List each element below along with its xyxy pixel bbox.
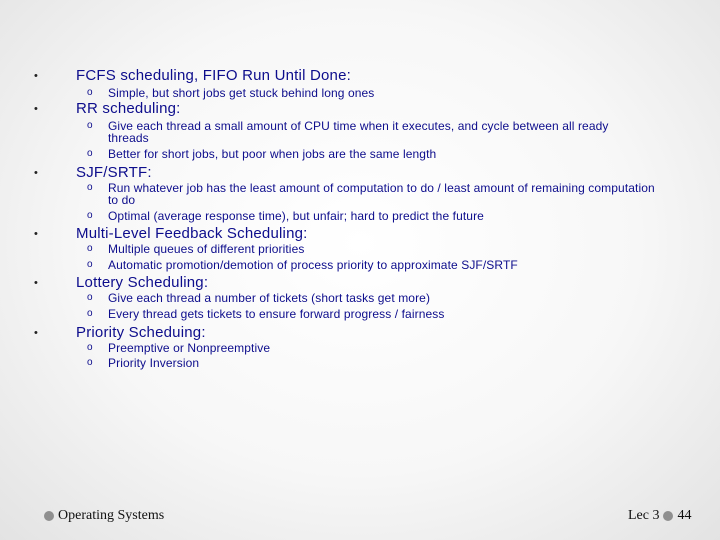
bullet-dot: • xyxy=(34,70,38,82)
bullet-title-lottery: Lottery Scheduling: xyxy=(76,274,209,291)
sub-bullet-text: Every thread gets tickets to ensure forward progress / fairness xyxy=(108,307,445,321)
sub-bullet-text: Optimal (average response time), but unfair; hard to predict the future xyxy=(108,209,484,223)
sub-bullet-text: Preemptive or Nonpreemptive xyxy=(108,341,271,355)
bullet-dot: • xyxy=(34,327,38,339)
bullet-title-mlfq: Multi-Level Feedback Scheduling: xyxy=(76,225,308,242)
bullet-title-fcfs: FCFS scheduling, FIFO Run Until Done: xyxy=(76,67,351,84)
bullet-dot: • xyxy=(34,167,38,179)
sub-bullet-text: Priority Inversion xyxy=(108,356,200,370)
sub-bullet-mark: o xyxy=(87,259,93,270)
sub-bullet-mark: o xyxy=(87,120,93,131)
footer-page-number: 44 xyxy=(677,508,692,523)
bullet-title-priority: Priority Scheduing: xyxy=(76,324,206,341)
sub-bullet-mark: o xyxy=(87,308,93,319)
footer-course-title: Operating Systems xyxy=(58,508,165,523)
footer-lecture: Lec 3 xyxy=(628,508,660,523)
sub-bullet-text: Simple, but short jobs get stuck behind long ones xyxy=(108,86,375,100)
footer-dot-icon xyxy=(44,511,54,521)
bullet-dot: • xyxy=(34,228,38,240)
sub-bullet-mark: o xyxy=(87,243,93,254)
sub-bullet-mark: o xyxy=(87,87,93,98)
footer-right xyxy=(628,508,691,524)
sub-bullet-mark: o xyxy=(87,342,93,353)
sub-bullet-text: Multiple queues of different priorities xyxy=(108,242,305,256)
footer-left xyxy=(44,508,164,524)
sub-bullet-mark: o xyxy=(87,210,93,221)
sub-bullet-mark: o xyxy=(87,182,93,193)
sub-bullet-text: Give each thread a small amount of CPU time when it executes, and cycle between all ready threads xyxy=(108,119,609,145)
sub-bullet-text: Give each thread a number of tickets (short tasks get more) xyxy=(108,291,431,305)
sub-bullet-mark: o xyxy=(87,292,93,303)
sub-bullet-mark: o xyxy=(87,357,93,368)
sub-bullet-mark: o xyxy=(87,148,93,159)
bullet-dot: • xyxy=(34,103,38,115)
footer-dot-icon xyxy=(663,511,673,521)
bullet-title-rr: RR scheduling: xyxy=(76,100,181,117)
bullet-dot: • xyxy=(34,277,38,289)
sub-bullet-text: Automatic promotion/demotion of process priority to approximate SJF/SRTF xyxy=(108,258,518,272)
sub-bullet-text: Run whatever job has the least amount of computation to do / least amount of remaining computation to do xyxy=(108,181,655,207)
bullet-title-sjf-srtf: SJF/SRTF: xyxy=(76,164,152,181)
sub-bullet-text: Better for short jobs, but poor when jobs are the same length xyxy=(108,147,437,161)
